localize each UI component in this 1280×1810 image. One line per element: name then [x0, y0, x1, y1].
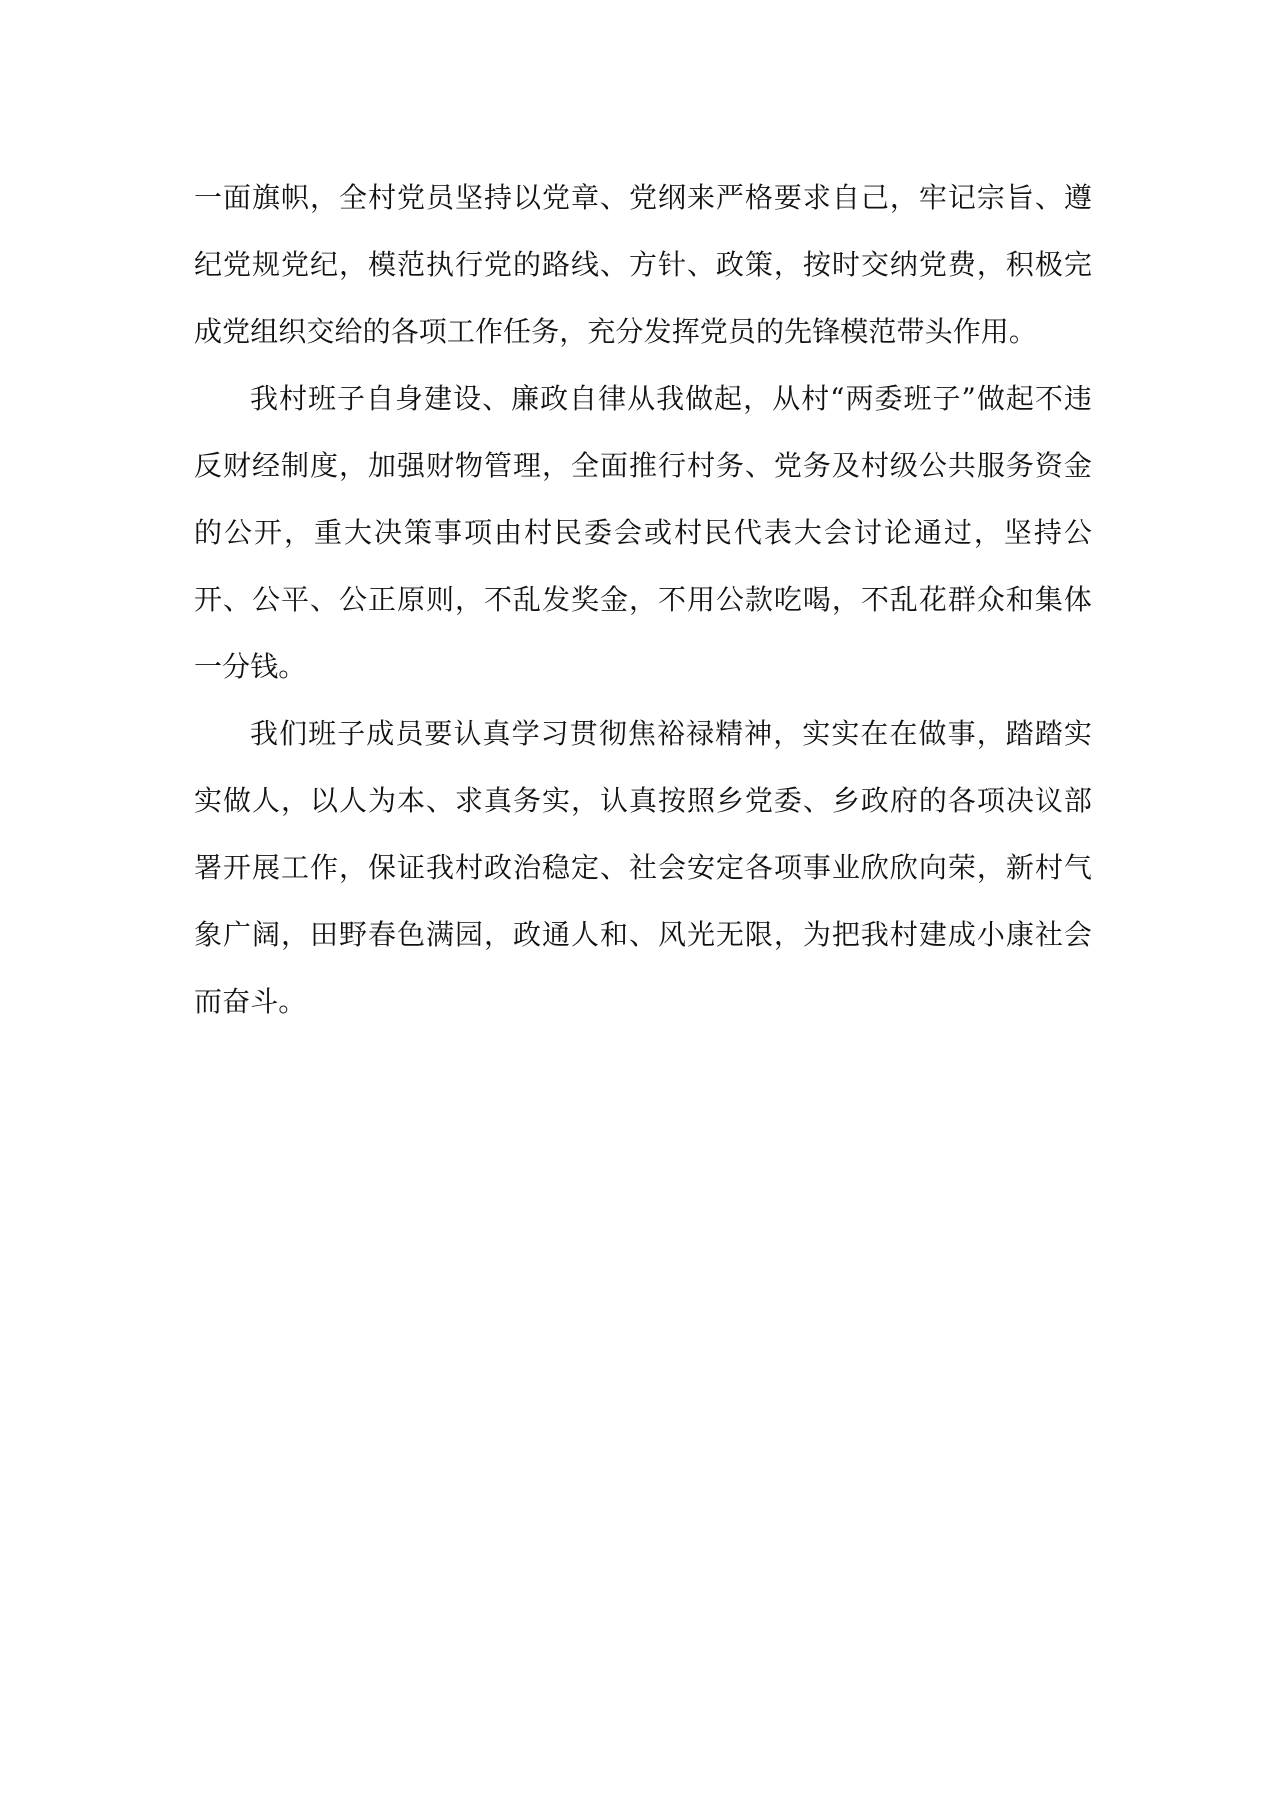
paragraph-2: 我村班子自身建设、廉政自律从我做起，从村“两委班子”做起不违反财经制度，加强财物管理，全面推行村务、党务及村级公共服务资金的公开，重大决策事项由村民委会或村民代表大会讨论通过，坚持公开、公平、公正原则，不乱发奖金，不用公款吃喝，不乱花群众和集体一分钱。 [194, 382, 1092, 683]
paragraph-3: 我们班子成员要认真学习贯彻焦裕禄精神，实实在在做事，踏踏实实做人，以人为本、求真务实，认真按照乡党委、乡政府的各项决议部署开展工作，保证我村政治稳定、社会安定各项事业欣欣向荣，新村气象广阔，田野春色满园，政通人和、风光无限，为把我村建成小康社会而奋斗。 [194, 717, 1092, 1018]
paragraph-continued: 一面旗帜，全村党员坚持以党章、党纲来严格要求自己，牢记宗旨、遵纪党规党纪，模范执行党的路线、方针、政策，按时交纳党费，积极完成党组织交给的各项工作任务，充分发挥党员的先锋模范带头作用。 [194, 181, 1092, 348]
document-body [194, 164, 1092, 1035]
